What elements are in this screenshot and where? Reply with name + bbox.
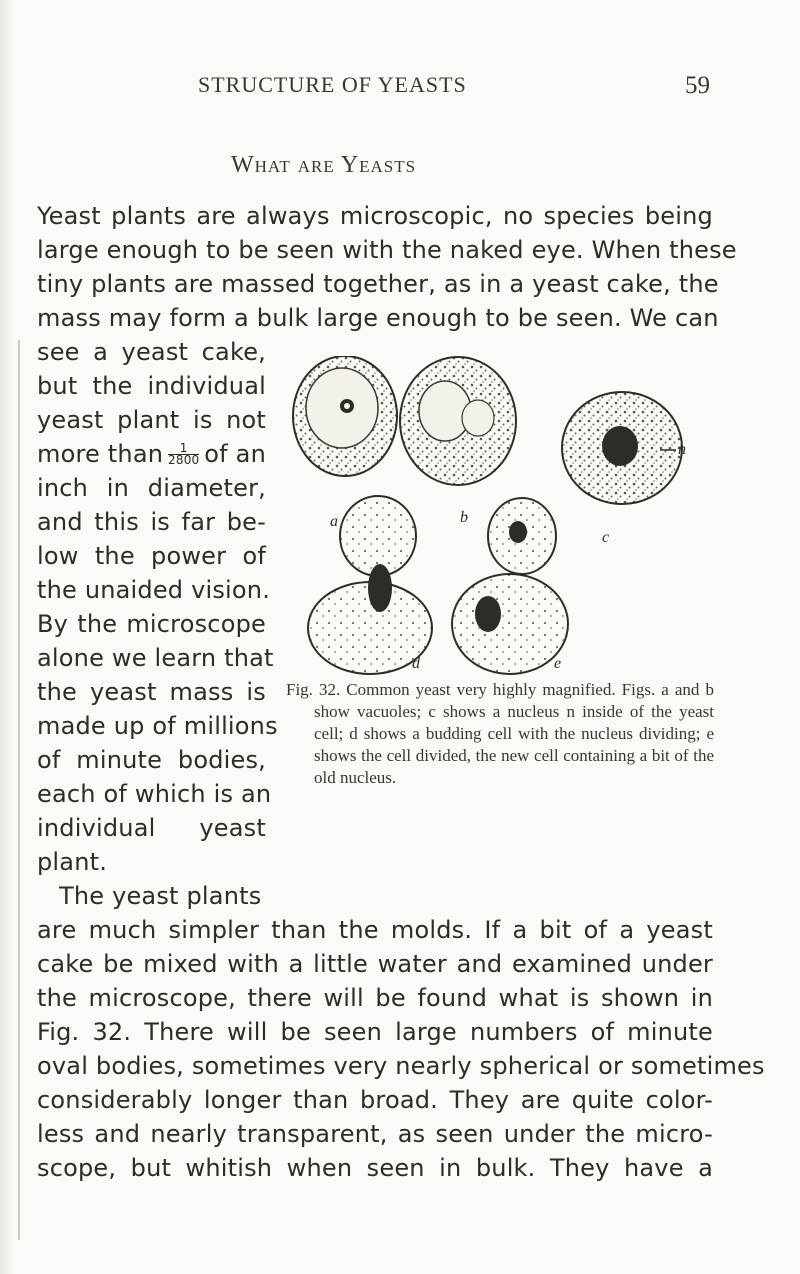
paragraph-line: of minute bodies,	[37, 746, 266, 774]
paragraph-line: Fig. 32. There will be seen large numbers of minute	[37, 1018, 713, 1046]
fraction-denominator: 2800	[168, 452, 200, 467]
paragraph-line: large enough to be seen with the naked eye. When these	[37, 236, 737, 264]
paragraph-line: the microscope, there will be found what is shown in	[37, 984, 713, 1012]
paragraph-line-with-fraction	[37, 440, 266, 468]
paragraph-line: and this is far be-	[37, 508, 266, 536]
paragraph-line: individual yeast	[37, 814, 266, 842]
yeast-cell-a	[293, 356, 397, 476]
running-title: STRUCTURE OF YEASTS	[198, 72, 467, 97]
yeast-cell-d	[308, 496, 432, 674]
paragraph-line: see a yeast cake,	[37, 338, 266, 366]
fraction	[168, 440, 200, 467]
paragraph-line: By the microscope	[37, 610, 266, 638]
paragraph-line: low the power of	[37, 542, 266, 570]
paragraph-line: less and nearly transparent, as seen under the micro-	[37, 1120, 713, 1148]
page-binding-edge	[18, 340, 20, 1240]
paragraph-line: Yeast plants are always microscopic, no species being	[37, 202, 713, 230]
figure-caption	[286, 679, 714, 789]
paragraph-line: cake be mixed with a little water and examined under	[37, 950, 713, 978]
page-gutter-shadow	[0, 0, 14, 1274]
figure-label-e: e	[554, 655, 562, 672]
figure-label-b: b	[460, 509, 468, 526]
paragraph-line: oval bodies, sometimes very nearly spherical or sometimes	[37, 1052, 765, 1080]
figure-label-d: d	[412, 655, 420, 672]
figure-caption-text: Fig. 32. Common yeast very highly magnified. Figs. a and b show vacuoles; c shows a nucleus n inside of the yeast cell; d shows a budding cell with the nucleus dividing; e shows the cell divided, the new cell containing a bit of the old nucleus.	[286, 680, 714, 787]
paragraph-line: made up of millions	[37, 712, 278, 740]
paragraph-line: scope, but whitish when seen in bulk. They have a	[37, 1154, 713, 1182]
paragraph-line-part: more than	[37, 440, 164, 468]
page-number: 59	[685, 72, 710, 99]
paragraph-line: inch in diameter,	[37, 474, 266, 502]
paragraph-line: but the individual	[37, 372, 266, 400]
figure-label-c: c	[602, 529, 610, 546]
yeast-cell-c	[562, 392, 682, 504]
paragraph-line: yeast plant is not	[37, 406, 266, 434]
yeast-cell-e	[452, 498, 568, 674]
figure-label-a: a	[330, 513, 338, 530]
paragraph-line: mass may form a bulk large enough to be seen. We can	[37, 304, 719, 332]
paragraph-line: the yeast mass is	[37, 678, 266, 706]
paragraph-line: alone we learn that	[37, 644, 274, 672]
paragraph-line: are much simpler than the molds. If a bit of a yeast	[37, 916, 713, 944]
paragraph-line: considerably longer than broad. They are quite color-	[37, 1086, 713, 1114]
paragraph-line-part: of an	[204, 440, 266, 468]
yeast-cell-b	[400, 357, 516, 485]
figure-label-n: n	[678, 441, 686, 458]
section-title: What are Yeasts	[231, 152, 417, 178]
paragraph-line: each of which is an	[37, 780, 272, 808]
paragraph-line: tiny plants are massed together, as in a yeast cake, the	[37, 270, 719, 298]
paragraph-line: plant.	[37, 848, 108, 876]
fraction-numerator: 1	[168, 443, 199, 455]
yeast-cells-illustration	[290, 356, 722, 676]
paragraph-line: the unaided vision.	[37, 576, 271, 604]
paragraph-line: The yeast plants	[59, 882, 262, 910]
